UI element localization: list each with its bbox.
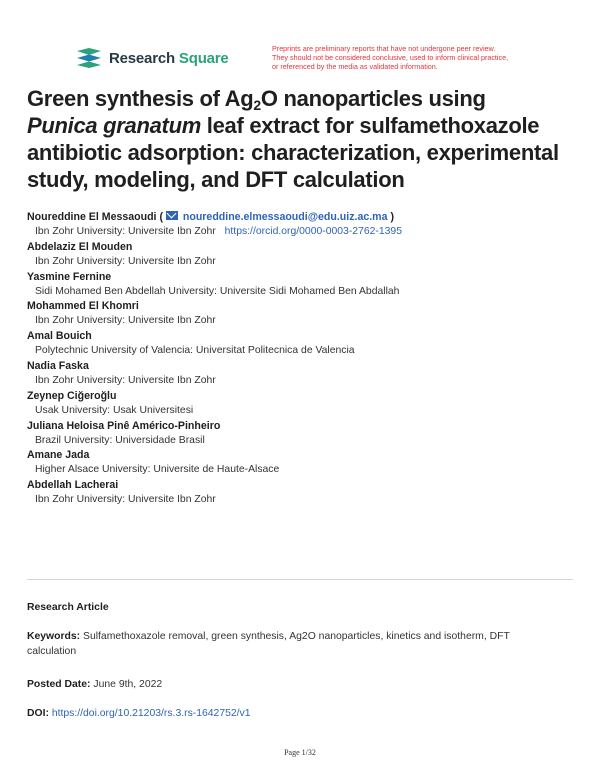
research-square-logo[interactable]: [75, 47, 229, 69]
author-affiliation: Ibn Zohr University: Universite Ibn Zohr: [35, 374, 216, 386]
page-number: Page 1/32: [284, 748, 316, 757]
section-divider: [27, 579, 573, 580]
keywords-label: Keywords:: [27, 631, 81, 642]
doi-link[interactable]: https://doi.org/10.21203/rs.3.rs-1642752/v1: [51, 708, 251, 719]
logo-text: Research Square: [109, 49, 229, 67]
doi: [27, 706, 577, 721]
author-entry: Noureddine El Messaoudi ( noureddine.elmessaoudi@edu.uiz.ac.ma ) Ibn Zohr University: Universite Ibn Zohr https://orcid.org/0000-0003-2762-1395: [27, 211, 402, 237]
author-name: Abdelaziz El Mouden: [27, 240, 133, 253]
author-list: [27, 210, 587, 508]
keywords-value: Sulfamethoxazole removal, green synthesis, Ag2O nanoparticles, kinetics and isotherm, DFT: [83, 631, 510, 642]
author-entry: [27, 389, 587, 419]
author-name: Yasmine Fernine: [27, 270, 112, 283]
author-affiliation: Usak University: Usak Universitesi: [35, 404, 194, 416]
author-name: Mohammed El Khomri: [27, 300, 139, 313]
author-name: Nadia Faska: [27, 359, 89, 372]
author-entry: [27, 359, 587, 389]
author-affiliation: Higher Alsace University: Universite de Haute-Alsace: [35, 464, 280, 476]
author-affiliation: Ibn Zohr University: Universite Ibn Zohr: [35, 255, 216, 267]
author-name: Abdellah Lacherai: [27, 479, 119, 492]
author-entry: [27, 478, 587, 508]
author-name: Amal Bouich: [27, 330, 92, 343]
author-affiliation: Ibn Zohr University: Universite Ibn Zohr: [35, 494, 216, 506]
article-type: Research Article: [27, 602, 109, 613]
author-affiliation: Ibn Zohr University: Universite Ibn Zohr: [35, 226, 216, 237]
author-entry: [27, 270, 587, 300]
author-affiliation: Sidi Mohamed Ben Abdellah University: Universite Sidi Mohamed Ben Abdallah: [35, 285, 400, 297]
author-name: Amane Jada: [27, 449, 90, 462]
author-entry: [27, 448, 587, 478]
posted-date-label: Posted Date:: [27, 679, 91, 690]
author-entry: [27, 240, 587, 270]
posted-date-value: June 9th, 2022: [93, 679, 163, 690]
author-email-link[interactable]: noureddine.elmessaoudi@edu.uiz.ac.ma: [182, 211, 388, 223]
author-name: Zeynep Ciğeroğlu: [27, 389, 117, 402]
author-entry: [27, 299, 587, 329]
author-entry: [27, 329, 587, 359]
posted-date: [27, 677, 577, 692]
preprint-notice: Preprints are preliminary reports that have not undergone peer review. They should not be considered conclusive, used to inform clinical practice, or referenced by the media as validated information.: [272, 44, 509, 71]
author-affiliation: Polytechnic University of Valencia: Universitat Politecnica de Valencia: [35, 345, 355, 357]
keywords: [27, 629, 577, 659]
research-square-logo-icon: [75, 47, 103, 69]
envelope-icon: [166, 211, 178, 220]
author-name: Juliana Heloisa Pinê Américo-Pinheiro: [27, 419, 221, 432]
keywords-value-cont: calculation: [27, 646, 77, 657]
author-affiliation: Brazil University: Universidade Brasil: [35, 434, 205, 446]
doi-label: DOI:: [27, 708, 49, 719]
orcid-link[interactable]: https://orcid.org/0000-0003-2762-1395: [224, 226, 402, 237]
author-entry: [27, 419, 587, 449]
article-title: Green synthesis of $Ag_2O$ nanoparticles using Punica granatum leaf extract for sulfamethoxazole antibiotic adsorption: characterization, experimental study, modeling, and DFT calculation: [27, 86, 559, 192]
author-affiliation: Ibn Zohr University: Universite Ibn Zohr: [35, 315, 216, 327]
author-name: Noureddine El Messaoudi: [27, 211, 157, 223]
